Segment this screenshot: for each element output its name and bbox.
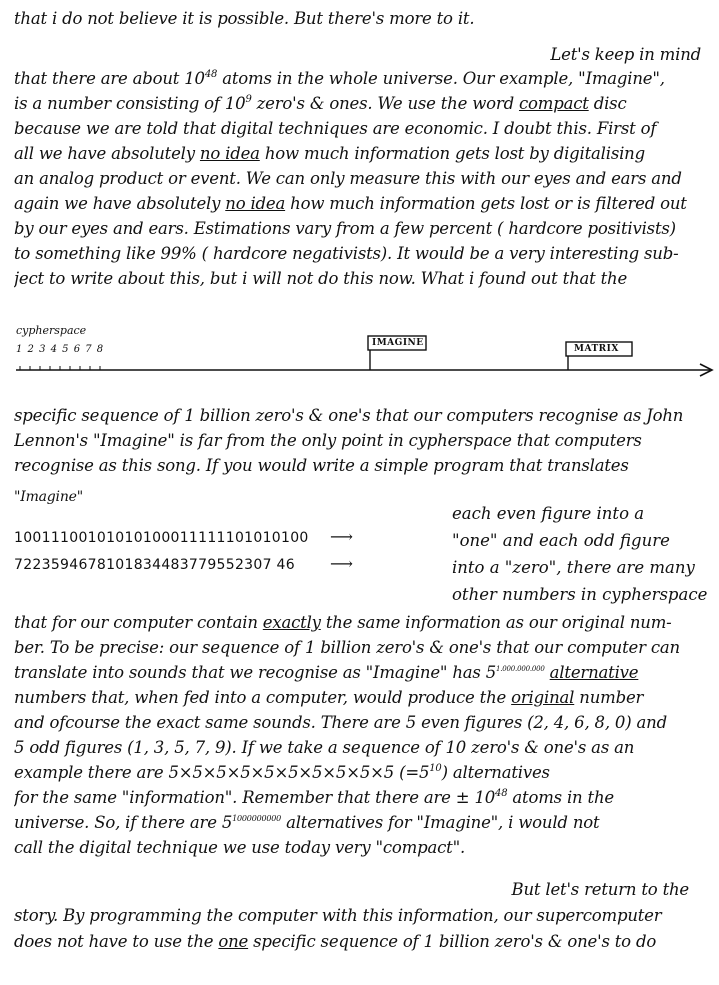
- axis-ticks-label: 1 2 3 4 5 6 7 8: [16, 344, 105, 355]
- text-line: "Imagine": [14, 489, 83, 505]
- text-line: ber. To be precise: our sequence of 1 billion zero's & one's that our computer can: [14, 638, 680, 657]
- text-line: "one" and each odd figure: [452, 531, 670, 550]
- text-line: each even figure into a: [452, 504, 645, 523]
- axis-label: cypherspace: [16, 324, 87, 337]
- cypherspace-diagram: [0, 322, 719, 384]
- text-line: other numbers in cypherspace: [452, 585, 708, 604]
- text-line: is a number consisting of $10^9$ zero's & ones. We use the word compact disc: [14, 94, 627, 113]
- text-line: that there are about $10^{48}$ atoms in the whole universe. Our example, "Imagine",: [14, 69, 665, 88]
- text-line: and ofcourse the exact same sounds. There are 5 even figures (2, 4, 6, 8, 0) and: [14, 713, 667, 732]
- arrow-icon: ⟶: [330, 554, 353, 573]
- text-line: that for our computer contain exactly the same information as our original num-: [14, 613, 672, 632]
- text-line: recognise as this song. If you would write a simple program that translates: [14, 456, 629, 475]
- arrow-icon: ⟶: [330, 527, 353, 546]
- digit-sequence: 7223594678101834483779552307 46: [14, 557, 295, 573]
- text-line: 5 odd figures (1, 3, 5, 7, 9). If we take a sequence of 10 zero's & one's as an: [14, 738, 635, 757]
- text-line: all we have absolutely no idea how much information gets lost by digitalising: [14, 144, 645, 163]
- text-line: again we have absolutely no idea how much information gets lost or is filtered out: [14, 194, 687, 213]
- text-line: Lennon's "Imagine" is far from the only point in cypherspace that computers: [14, 431, 642, 450]
- text-line: Let's keep in mind: [550, 45, 701, 64]
- text-line: that i do not believe it is possible. But there's more to it.: [14, 9, 475, 28]
- text-line: numbers that, when fed into a computer, would produce the original number: [14, 688, 644, 707]
- binary-sequence: 10011100101010100011111101010100: [14, 530, 309, 546]
- text-line: does not have to use the one specific sequence of 1 billion zero's & one's to do: [14, 932, 657, 951]
- text-line: because we are told that digital techniques are economic. I doubt this. First of: [14, 119, 657, 138]
- matrix-box-label: MATRIX: [574, 344, 619, 354]
- text-line: call the digital technique we use today very "compact".: [14, 838, 466, 857]
- text-line: story. By programming the computer with this information, our supercomputer: [14, 906, 662, 925]
- text-line: by our eyes and ears. Estimations vary from a few percent ( hardcore positivists): [14, 219, 676, 238]
- text-line: into a "zero", there are many: [452, 558, 695, 577]
- text-line: to something like 99% ( hardcore negativists). It would be a very interesting sub-: [14, 244, 679, 263]
- text-line: an analog product or event. We can only measure this with our eyes and ears and: [14, 169, 682, 188]
- text-line: universe. So, if there are $5^{1000000000}$ alternatives for "Imagine", i would not: [14, 813, 600, 832]
- imagine-box-label: IMAGINE: [372, 338, 424, 348]
- text-line: But let's return to the: [511, 880, 689, 899]
- text-line: example there are 5×5×5×5×5×5×5×5×5×5 $(=5^{10})$ alternatives: [14, 763, 550, 782]
- text-line: for the same "information". Remember that there are ± $10^{48}$ atoms in the: [14, 788, 614, 807]
- text-line: specific sequence of 1 billion zero's & one's that our computers recognise as John: [14, 406, 684, 425]
- text-line: ject to write about this, but i will not do this now. What i found out that the: [14, 269, 628, 288]
- text-line: translate into sounds that we recognise as "Imagine" has $5^{1.000.000.000}$ alternative: [14, 663, 639, 682]
